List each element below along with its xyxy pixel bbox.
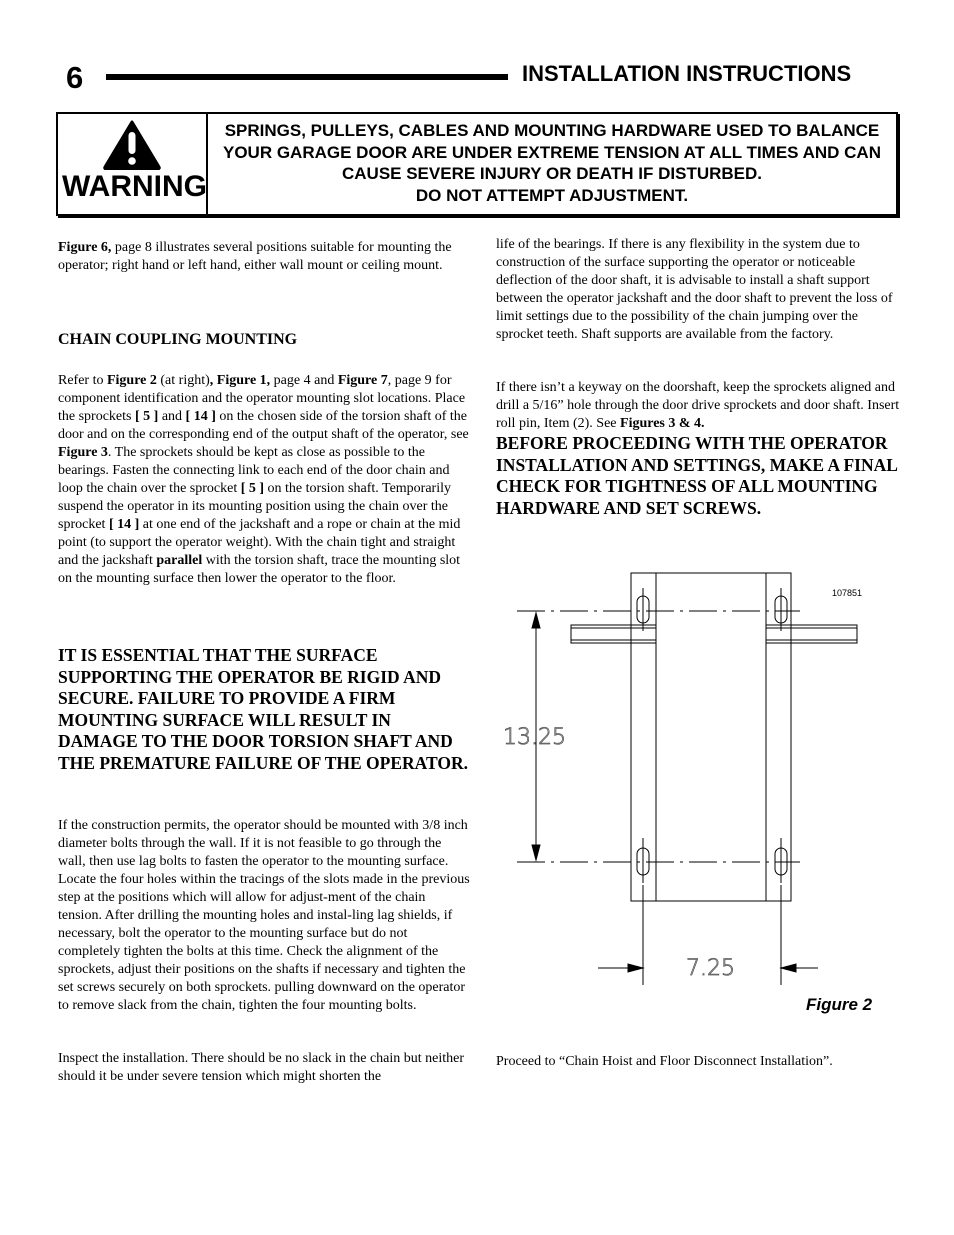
- paragraph-text: , page 9 for component identification and the operator mounting slot locations. Place the sprockets: [58, 373, 466, 424]
- warning-box: [56, 112, 898, 216]
- header-rule: [106, 74, 508, 80]
- bearings-paragraph: life of the bearings. If there is any flexibility in the system due to construction of the surface supporting the operator or noticeable deflection of the door shaft, it is advisable to install a shaft support between the operator jackshaft and the door shaft to prevent the loss of limit settings due to the possibility of the chain jumping over the sprocket teeth. Shaft supports are available from the factory.: [496, 237, 893, 342]
- keyway-text: If there isn’t a keyway on the doorshaft, keep the sprockets aligned and drill a 5/16” hole through the door drive sprockets and door shaft. Insert roll pin, Item (2). See: [496, 380, 900, 431]
- paragraph-text: . The sprockets should be kept as close as possible to the bearings. Fasten the connecting link to each end of the door chain and loop the chain over the sprocket: [58, 445, 450, 496]
- paragraph-text: at one end of the jackshaft and a rope or chain at the mid point (to support the operator weight). With the chain tight and straight and the jackshaft: [58, 517, 461, 568]
- intro-text: page 8 illustrates several positions suitable for mounting the operator; right hand or left hand, either wall mount or ceiling mount.: [58, 240, 452, 273]
- paragraph-text: on the chosen side of the torsion shaft of the door and on the corresponding end of the output shaft of the operator, see: [58, 409, 469, 442]
- inspect-paragraph: Inspect the installation. There should be no slack in the chain but neither should it be under severe tension which might shorten the: [58, 1051, 465, 1084]
- section-heading: CHAIN COUPLING MOUNTING: [58, 331, 298, 348]
- bold-reference: [ 14 ]: [108, 517, 140, 532]
- paragraph-text: on the torsion shaft. Temporarily suspend the operator in its mounting position using the chain over the sprocket: [58, 481, 451, 532]
- intro-paragraph: [58, 239, 470, 275]
- warning-triangle-icon: [102, 120, 162, 170]
- page-number: 6: [66, 60, 84, 95]
- bold-reference: , Figure 1,: [209, 373, 271, 388]
- bold-reference: [ 5 ]: [134, 409, 159, 424]
- warning-text: [210, 120, 894, 206]
- figure-id: 107851: [832, 588, 863, 598]
- bold-reference: Figure 2: [106, 373, 157, 388]
- dimension-horizontal: 7.25: [686, 956, 735, 981]
- page-title: INSTALLATION INSTRUCTIONS: [522, 61, 852, 86]
- paragraph-text: with the torsion shaft, trace the mounting slot on the mounting surface then lower the operator to the floor.: [58, 553, 461, 586]
- paragraph-text: (at right): [156, 373, 210, 388]
- paragraph-text: page 4 and: [270, 373, 338, 388]
- final-check-warning: BEFORE PROCEEDING WITH THE OPERATOR INSTALLATION AND SETTINGS, MAKE A FINAL CHECK FOR TIGHTNESS OF ALL MOUNTING HARDWARE AND SET SCREWS.: [496, 433, 897, 518]
- warning-label: WARNING: [62, 170, 207, 203]
- chain-coupling-paragraph: [58, 372, 470, 588]
- keyway-paragraph: [496, 379, 900, 433]
- figure-caption: Figure 2: [806, 995, 873, 1014]
- warning-message: SPRINGS, PULLEYS, CABLES AND MOUNTING HARDWARE USED TO BALANCE YOUR GARAGE DOOR ARE UNDER EXTREME TENSION AT ALL TIMES AND CAN CAUSE SEVERE INJURY OR DEATH IF DISTURBED.: [223, 121, 881, 183]
- paragraph-text: Refer to: [58, 373, 107, 388]
- warning-label-panel: [58, 114, 208, 214]
- paragraph-text: and: [158, 409, 186, 424]
- bold-reference: Figure 3: [58, 445, 108, 460]
- figures-3-4-reference: Figures 3 & 4.: [620, 416, 705, 431]
- proceed-paragraph: Proceed to “Chain Hoist and Floor Disconnect Installation”.: [496, 1054, 833, 1069]
- bold-reference: Figure 7: [337, 373, 388, 388]
- dimension-vertical: 13.25: [503, 725, 566, 750]
- figure-6-reference: Figure 6,: [58, 240, 112, 255]
- bold-reference: parallel: [156, 553, 203, 568]
- warning-message-last: DO NOT ATTEMPT ADJUSTMENT.: [415, 185, 689, 205]
- bold-reference: [ 14 ]: [185, 409, 216, 424]
- rigid-surface-warning: IT IS ESSENTIAL THAT THE SURFACE SUPPORTING THE OPERATOR BE RIGID AND SECURE. FAILURE TO PROVIDE A FIRM MOUNTING SURFACE WILL RESULT IN DAMAGE TO THE DOOR TORSION SHAFT AND THE PREMATURE FAILURE OF THE OPERATOR.: [58, 645, 468, 773]
- mounting-paragraph: If the construction permits, the operator should be mounted with 3/8 inch diameter bolts through the wall. If it is not feasible to go through the wall, then use lag bolts to fasten the operator to the mounting surface. Locate the four holes within the tracings of the slots made in the previous step at the positions which will allow for adjust-ment of the chain tension. After drilling the mounting holes and instal-ling lag shields, if necessary, bolt the operator to the mounting surface but do not completely tighten the bolts at this time. Check the alignment of the sprockets, adjust their positions on the shafts if necessary and tighten the set screws securely on both sprockets. pulling downward on the operator to remove slack from the chain, tighten the four mounting bolts.: [58, 818, 470, 1013]
- bold-reference: [ 5 ]: [240, 481, 265, 496]
